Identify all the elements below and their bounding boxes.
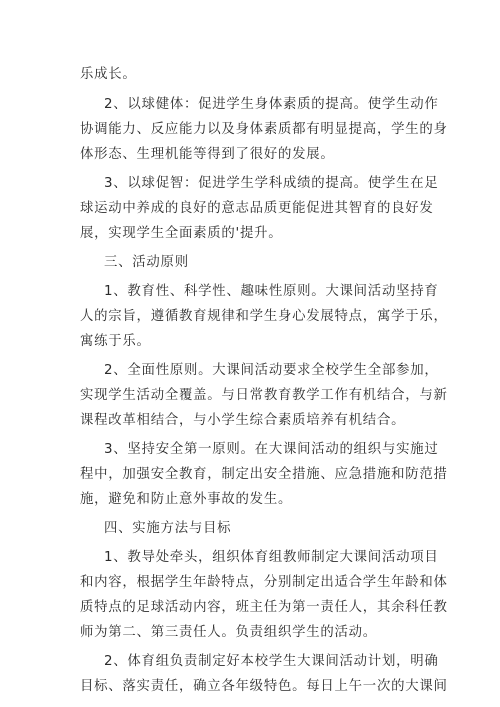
text-line: 协调能力、反应能力以及身体素质都有明显提高，学生的身 xyxy=(80,122,448,137)
text-line: 和内容，根据学生年龄特点，分别制定出适合学生年龄和体 xyxy=(80,575,448,590)
text-line: 2、以球健体：促进学生身体素质的提高。使学生动作 xyxy=(104,97,439,112)
text-line: 3、坚持安全第一原则。在大课间活动的组织与实施过 xyxy=(104,442,439,457)
text-line: 程中，加强安全教育，制定出安全措施、应急措施和防范措 xyxy=(80,467,448,482)
section-heading: 四、实施方法与目标 xyxy=(104,521,232,536)
text-line: 乐成长。 xyxy=(80,67,137,82)
text-line: 寓练于乐。 xyxy=(80,334,151,349)
text-line: 施，避免和防止意外事故的发生。 xyxy=(80,492,293,507)
text-line: 课程改革相结合，与小学生综合素质培养有机结合。 xyxy=(80,413,406,428)
text-line: 1、教育性、科学性、趣味性原则。大课间活动坚持育 xyxy=(104,284,439,299)
text-line: 人的宗旨，遵循教育规律和学生身心发展特点，寓学于乐， xyxy=(80,309,448,324)
text-line: 实现学生活动全覆盖。与日常教育教学工作有机结合，与新 xyxy=(80,388,448,403)
text-line: 2、全面性原则。大课间活动要求全校学生全部参加， xyxy=(104,363,439,378)
text-line: 质特点的足球活动内容，班主任为第一责任人，其余科任教 xyxy=(80,600,448,615)
text-line: 球运动中养成的良好的意志品质更能促进其智育的良好发 xyxy=(80,201,434,216)
text-line: 体形态、生理机能等得到了很好的发展。 xyxy=(80,147,335,162)
text-line: 师为第二、第三责任人。负责组织学生的活动。 xyxy=(80,625,377,640)
text-line: 展，实现学生全面素质的'提升。 xyxy=(80,226,283,241)
text-line: 1、教导处牵头，组织体育组教师制定大课间活动项目 xyxy=(104,550,439,565)
text-line: 2、体育组负责制定好本校学生大课间活动计划，明确 xyxy=(104,654,439,669)
text-line: 目标、落实责任，确立各年级特色。每日上午一次的大课间 xyxy=(80,679,448,694)
section-heading: 三、活动原则 xyxy=(104,255,189,270)
text-line: 3、以球促智：促进学生学科成绩的提高。使学生在足 xyxy=(104,176,439,191)
